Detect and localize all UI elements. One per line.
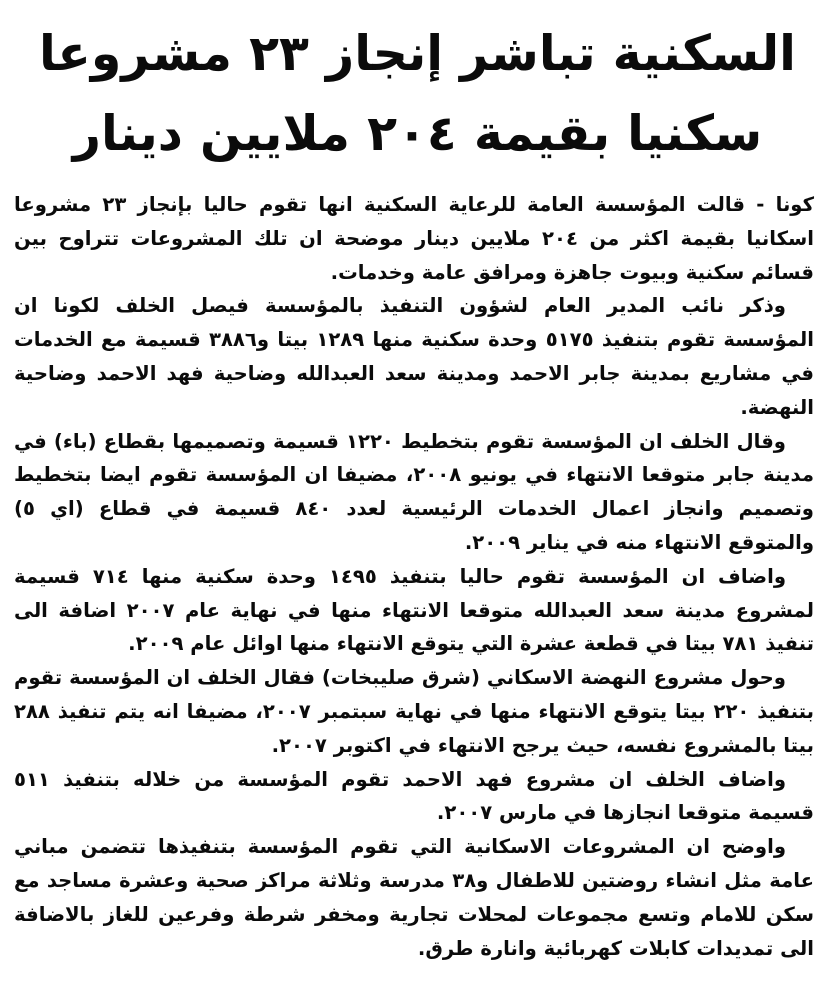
article-paragraph: وقال الخلف ان المؤسسة تقوم بتخطيط ١٢٢٠ قسيمة وتصميمها بقطاع (باء) في مدينة جابر متوقعا الانتهاء في يونيو ٢٠٠٨، مضيفا ان المؤسسة تقوم ايضا بتخطيط وتصميم وانجاز اعمال الخدمات الرئيسية لعدد ٨٤٠ قسيمة في قطاع (اي ٥) والمتوقع الانتهاء منه في يناير ٢٠٠٩. — [14, 429, 814, 554]
article-paragraph: كونا - قالت المؤسسة العامة للرعاية السكنية انها تقوم حاليا بإنجاز ٢٣ مشروعا اسكانيا بقيمة اكثر من ٢٠٤ ملايين دينار موضحة ان تلك المشروعات تتراوح بين قسائم سكنية وبيوت جاهزة ومرافق عامة وخدمات. — [14, 193, 814, 284]
article-paragraph: وذكر نائب المدير العام لشؤون التنفيذ بالمؤسسة فيصل الخلف لكونا ان المؤسسة تقوم بتنفيذ ٥١٧٥ وحدة سكنية منها ١٢٨٩ بيتا و٣٨٨٦ قسيمة مع الخدمات في مشاريع بمدينة جابر الاحمد ومدينة سعد العبدالله وضاحية فهد الاحمد وضاحية النهضة. — [14, 294, 814, 419]
article-paragraph: واوضح ان المشروعات الاسكانية التي تقوم المؤسسة بتنفيذها تتضمن مباني عامة مثل انشاء روضتين للاطفال و٣٨ مدرسة وثلاثة مراكز صحية وعشرة مساجد مع سكن للامام وتسع مجموعات لمحلات تجارية ومخفر شرطة وفرعين للغاز بالاضافة الى تمديدات كابلات كهربائية وانارة طرق. — [14, 835, 814, 960]
article-body — [14, 188, 814, 965]
article-paragraph: وحول مشروع النهضة الاسكاني (شرق صليبخات) فقال الخلف ان المؤسسة تقوم بتنفيذ ٢٢٠ بيتا يتوقع الانتهاء منها في نهاية سبتمبر ٢٠٠٧، مضيفا انه يتم تنفيذ ٢٨٨ بيتا بالمشروع نفسه، حيث يرجح الانتهاء في اكتوبر ٢٠٠٧. — [14, 666, 814, 757]
article-paragraph: واضاف ان المؤسسة تقوم حاليا بتنفيذ ١٤٩٥ وحدة سكنية منها ٧١٤ قسيمة لمشروع مدينة سعد العبدالله متوقعا الانتهاء منها في نهاية عام ٢٠٠٧ اضافة الى تنفيذ ٧٨١ بيتا في قطعة عشرة التي يتوقع الانتهاء منها اوائل عام ٢٠٠٩. — [14, 564, 814, 656]
headline-line-2: سكنيا بقيمة ٢٠٤ ملايين دينار — [72, 105, 763, 162]
headline-line-1: السكنية تباشر إنجاز ٢٣ مشروعا — [39, 25, 796, 82]
article-paragraph: واضاف الخلف ان مشروع فهد الاحمد تقوم المؤسسة من خلاله بتنفيذ ٥١١ قسيمة متوقعا انجازها في مارس ٢٠٠٧. — [14, 767, 814, 825]
